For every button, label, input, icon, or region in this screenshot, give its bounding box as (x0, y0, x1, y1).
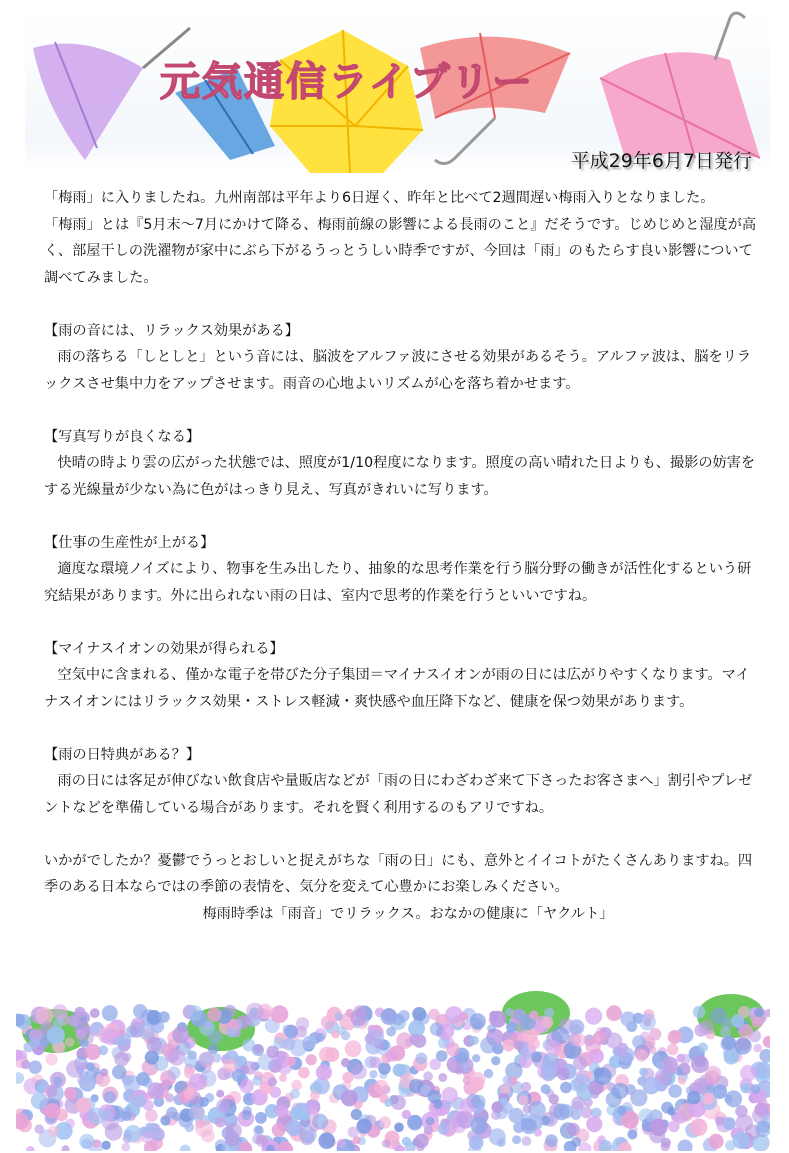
issue-date: 平成29年6月7日発行 (570, 150, 752, 172)
intro-paragraph-1: 「梅雨」に入りましたね。九州南部は平年より6日遅く、昨年と比べて2週間遅い梅雨入りとなりました。 (44, 190, 715, 206)
closing-line: 梅雨時季は「雨音」でリラックス。おなかの健康に「ヤクルト」 (202, 905, 614, 922)
section-body-rain-sound: 雨の落ちる「しとしと」という音には、脳波をアルファ波にさせる効果があるそう。アルファ波は、脳をリラックスさせ集中力をアップさせます。雨音の心地よいリズムが心を落ち着かせます。 (44, 349, 752, 392)
section-body-negative-ions: 空気中に含まれる、僅かな電子を帯びた分子集団＝マイナスイオンが雨の日には広がりやすくなります。マイナスイオンにはリラックス効果・ストレス軽減・爽快感や血圧降下など、健康を保つ効果があります。 (44, 667, 750, 710)
footer-banner (16, 991, 770, 1151)
section-body-productivity: 適度な環境ノイズにより、物事を生み出したり、抽象的な思考作業を行う脳分野の働きが活性化するという研究結果があります。外に出られない雨の日は、室内で思考的作業を行うといいですね。 (44, 561, 752, 604)
header-banner (25, 8, 770, 173)
section-body-rainy-day-perks: 雨の日には客足が伸びない飲食店や量販店などが「雨の日にわざわざ来て下さったお客さまへ」割引やプレゼントなどを準備している場合があります。それを賢く利用するのもアリですね。 (44, 773, 753, 816)
section-heading-photo: 【写真写りが良くなる】 (44, 428, 201, 445)
intro-paragraph-2: 「梅雨」とは『5月末～7月にかけて降る、梅雨前線の影響による長雨のこと』だそうです。じめじめと湿度が高く、部屋干しの洗濯物が家中にぶら下がるうっとうしい時季ですが、今回は「雨」のもたらす良い影響について調べてみました。 (44, 216, 757, 286)
section-body-photo: 快晴の時より雲の広がった状態では、照度が1/10程度になります。照度の高い晴れた日よりも、撮影の妨害をする光線量が少ない為に色がはっきり見え、写真がきれいに写ります。 (44, 455, 756, 498)
section-heading-rain-sound: 【雨の音には、リラックス効果がある】 (44, 322, 299, 339)
outro-paragraph: いかがでしたか？憂鬱でうっとおしいと捉えがちな「雨の日」にも、意外とイイコトがたくさんありますね。四季のある日本ならではの季節の表情を、気分を変えて心豊かにお楽しみください。 (44, 852, 753, 895)
article-body (44, 185, 760, 927)
newsletter-title: 元気通信ライブリー (160, 59, 534, 105)
section-heading-negative-ions: 【マイナスイオンの効果が得られる】 (44, 640, 284, 657)
section-heading-rainy-day-perks: 【雨の日特典がある？】 (44, 746, 201, 763)
hydrangea-illustration (16, 991, 770, 1151)
section-heading-productivity: 【仕事の生産性が上がる】 (44, 534, 215, 551)
